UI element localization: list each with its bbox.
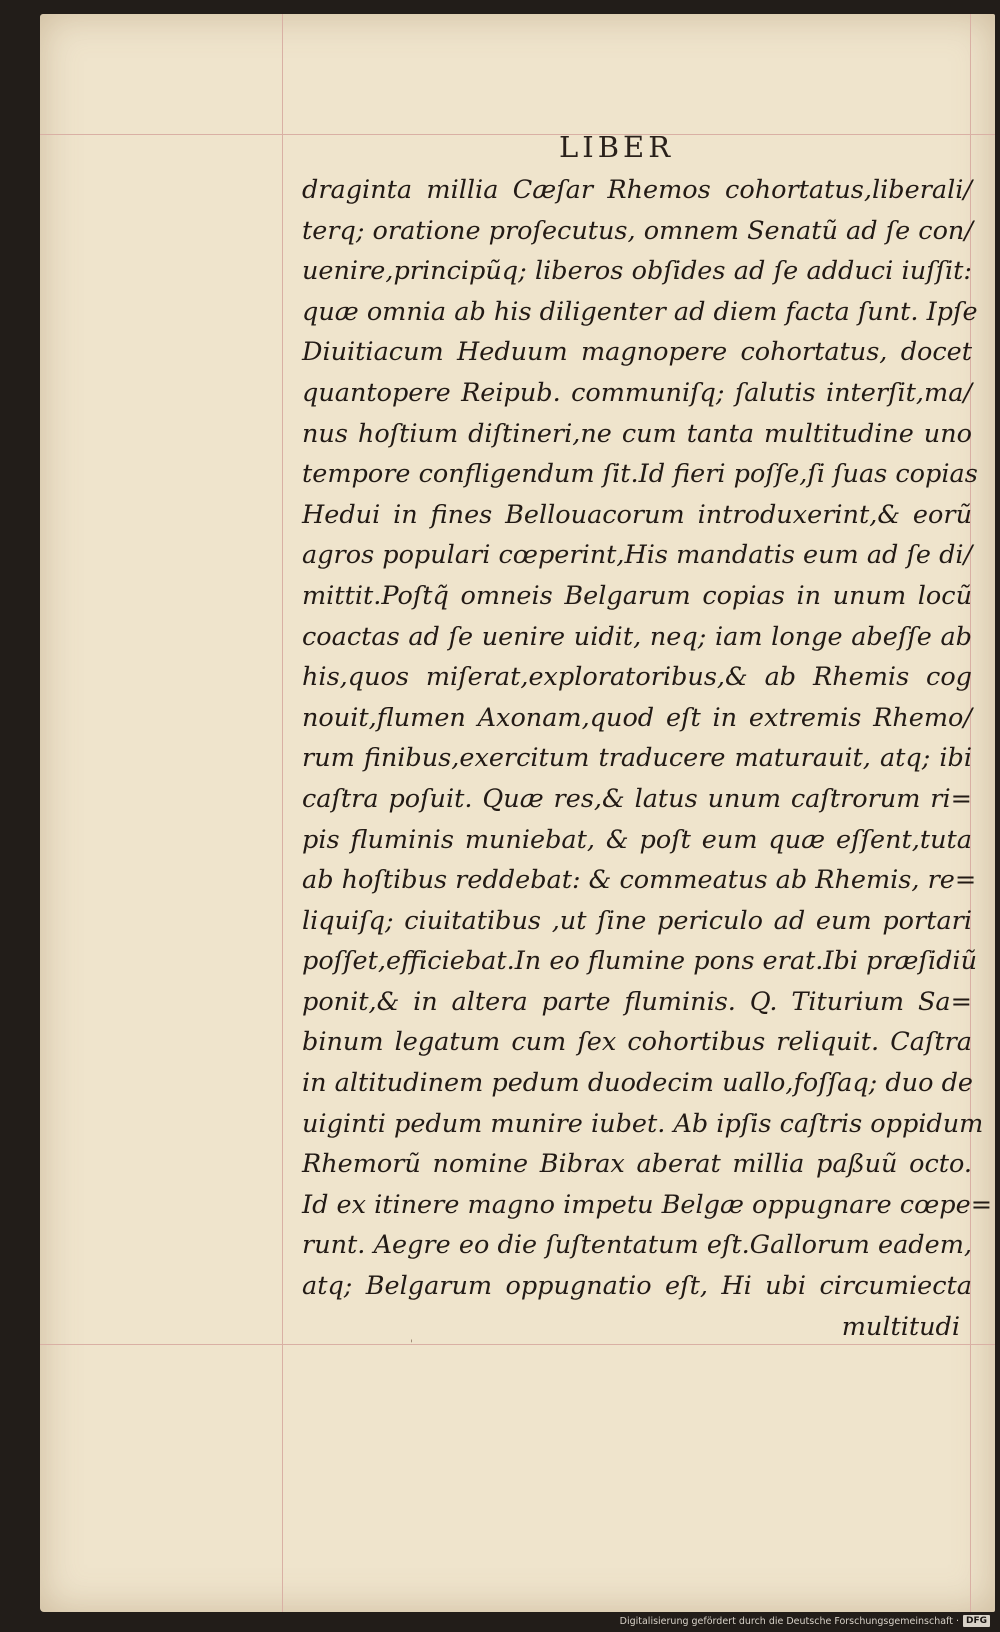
text-block xyxy=(302,170,993,1347)
text-line: nus hoſtium diſtineri,ne cum tanta multitudine uno xyxy=(302,418,972,449)
text-line: poſſet,efficiebat.In eo flumine pons erat.Ibi præſidiũ xyxy=(302,946,978,977)
text-line: ponit,& in altera parte fluminis. Q. Titurium Sa= xyxy=(302,986,972,1017)
text-line: nouit,flumen Axonam,quod eſt in extremis Rhemo/ xyxy=(302,702,972,733)
text-line: quæ omnia ab his diligenter ad diem facta ſunt. Ipſe xyxy=(302,296,978,327)
running-head: LIBER xyxy=(559,130,675,164)
book-page xyxy=(40,14,995,1612)
text-line: binum legatum cum ſex cohortibus reliquit. Caſtra xyxy=(302,1027,972,1058)
text-line: uiginti pedum munire iubet. Ab ipſis caſtris oppidum xyxy=(302,1108,984,1139)
text-line: Rhemorũ nomine Bibrax aberat millia paßuũ octo. xyxy=(302,1149,972,1180)
text-line: atq; Belgarum oppugnatio eſt, Hi ubi circumiecta xyxy=(302,1271,972,1302)
text-line: tempore confligendum ſit.Id fieri poſſe,ſi ſuas copias xyxy=(302,459,978,490)
text-line: rum finibus,exercitum traducere maturauit, atq; ibi xyxy=(302,743,972,774)
catchword: multitudi xyxy=(841,1311,960,1342)
text-line: uenire,principũq; liberos obſides ad ſe adduci iuſſit: xyxy=(302,256,972,287)
text-line: in altitudinem pedum duodecim uallo,foſſaq; duo de xyxy=(302,1068,973,1099)
margin-rule-left xyxy=(282,14,283,1612)
dfg-logo: DFG xyxy=(963,1615,990,1627)
text-line: quantopere Reipub. communiſq; ſalutis interſit,ma/ xyxy=(302,377,972,408)
text-line: liquiſq; ciuitatibus ,ut ſine periculo ad eum portari xyxy=(302,905,972,936)
funding-notice: Digitalisierung gefördert durch die Deutsche Forschungsgemeinschaft · xyxy=(619,1615,959,1627)
text-line: coactas ad ſe uenire uidit, neq; iam longe abeſſe ab xyxy=(302,621,972,652)
text-line: Diuitiacum Heduum magnopere cohortatus, docet xyxy=(302,337,972,368)
text-line: caſtra poſuit. Quæ res,& latus unum caſtrorum ri= xyxy=(302,783,972,814)
text-line: ab hoſtibus reddebat: & commeatus ab Rhemis, re= xyxy=(302,865,977,896)
text-line: Hedui in fines Bellouacorum introduxerint,& eorũ xyxy=(302,499,972,530)
text-line: terq; oratione proſecutus, omnem Senatũ ad ſe con/ xyxy=(302,215,973,246)
text-line: his,quos miſerat,exploratoribus,& ab Rhemis cog xyxy=(302,662,972,693)
text-line: agros populari cœperint,His mandatis eum ad ſe di/ xyxy=(302,540,973,571)
text-line: runt. Aegre eo die ſuſtentatum eſt.Gallorum eadem, xyxy=(302,1230,972,1261)
text-line: mittit.Poſtq̃ omneis Belgarum copias in unum locũ xyxy=(302,580,972,611)
text-line: pis fluminis muniebat, & poſt eum quæ eſſent,tuta xyxy=(302,824,972,855)
margin-rule-top xyxy=(40,134,995,135)
ink-speck: ' xyxy=(410,1339,413,1350)
text-line: Id ex itinere magno impetu Belgæ oppugnare cœpe= xyxy=(302,1189,993,1220)
text-line: draginta millia Cæſar Rhemos cohortatus,liberali/ xyxy=(302,175,972,205)
digitization-footer xyxy=(620,1613,990,1629)
